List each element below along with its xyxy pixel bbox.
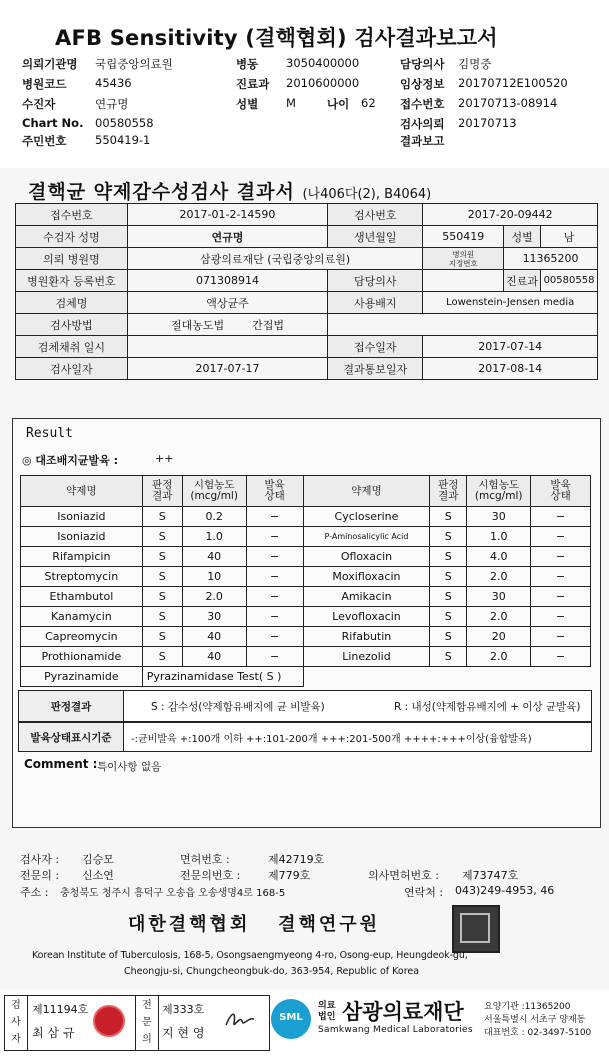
header-field-request-date: 검사의뢰 20170713 — [400, 116, 517, 131]
tested-label: 검사일자 — [16, 358, 128, 380]
designated-label: 병의원 지정번호 — [423, 248, 504, 270]
control-growth-label: ◎ 대조배지균발육 : — [22, 454, 119, 467]
patient-info-table — [15, 203, 598, 380]
drug-growth: − — [531, 587, 591, 607]
judgement-r: R : 내성(약제함유배지에 + 이상 균발육) — [394, 701, 581, 713]
drug-concentration: 30 — [182, 607, 246, 627]
drug-row — [21, 627, 591, 647]
drug-name: Levofloxacin — [303, 607, 430, 627]
comment-value: 특이사항 없음 — [97, 761, 162, 773]
drug-name: Ethambutol — [21, 587, 143, 607]
drug-name: Amikacin — [303, 587, 430, 607]
drug-growth: − — [246, 647, 303, 667]
pza-row — [21, 667, 591, 687]
drug-concentration: 2.0 — [467, 607, 531, 627]
specialist-label: 전문의 : — [20, 869, 60, 882]
specimen-label: 검체명 — [16, 292, 128, 314]
drug-growth: − — [246, 547, 303, 567]
collect-value — [127, 336, 327, 358]
registration-value: 071308914 — [127, 270, 327, 292]
drug-growth: − — [246, 587, 303, 607]
method-blank — [328, 314, 598, 336]
contact-label: 연락처 : — [404, 886, 444, 899]
control-growth-value: ++ — [155, 452, 174, 465]
pza-value: Pyrazinamidase Test( S ) — [142, 667, 303, 687]
institute-address-en-1: Korean Institute of Tuberculosis, 168-5, Osongsaengmyeong 4-ro, Osong-eup, Heungdeok-gu, — [32, 950, 468, 961]
org-name: 삼광의료재단 — [342, 1000, 464, 1024]
header-field-chart-no: Chart No. 00580558 — [22, 116, 154, 130]
institute-name-ko: 대한결핵협회 결핵연구원 — [128, 914, 381, 935]
drug-name: Streptomycin — [21, 567, 143, 587]
drug-name: Prothionamide — [21, 647, 143, 667]
growth-col-header: 발육 상태 — [246, 476, 303, 507]
tester-label: 검사자 : — [20, 853, 60, 866]
drug-concentration: 40 — [182, 547, 246, 567]
growth-scale-label: 발육상태표시기준 — [19, 723, 124, 751]
sex-label: 성별 — [504, 226, 541, 248]
medium-value: Lowenstein-Jensen media — [423, 292, 598, 314]
specialist-name: 신소연 — [82, 869, 114, 882]
drug-col-header: 약제명 — [21, 476, 143, 507]
drug-result: S — [430, 547, 467, 567]
org-info-1: 요양기관 :11365200 — [484, 1002, 571, 1012]
drug-result: S — [430, 587, 467, 607]
header-field-sex: 성별 M — [236, 96, 296, 111]
drug-concentration: 4.0 — [467, 547, 531, 567]
drug-result: S — [142, 607, 182, 627]
info-row-numbers — [16, 204, 598, 226]
drug-concentration: 1.0 — [467, 527, 531, 547]
drug-result: S — [430, 627, 467, 647]
method-value: 절대농도법 간접법 — [127, 314, 327, 336]
drug-growth: − — [246, 627, 303, 647]
tester-license-label: 면허번호 : — [180, 853, 230, 866]
drug-result: S — [430, 647, 467, 667]
footer-tester-name: 최 삼 규 — [32, 1026, 75, 1040]
tester-stamp-icon — [93, 1005, 125, 1037]
drug-result: S — [142, 627, 182, 647]
patient-label: 수검자 성명 — [16, 226, 128, 248]
drug-result: S — [142, 587, 182, 607]
tested-value: 2017-07-17 — [127, 358, 327, 380]
receipt-no-value: 2017-01-2-14590 — [127, 204, 327, 226]
footer-specialist-no: 제333호 — [162, 1003, 205, 1016]
header-field-hospital-code: 병원코드 45436 — [22, 76, 132, 91]
designated-value: 11365200 — [504, 248, 598, 270]
drug-name: Isoniazid — [21, 527, 143, 547]
growth-scale-box — [18, 722, 592, 752]
drug-susceptibility-table — [20, 475, 591, 687]
drug-concentration: 30 — [467, 587, 531, 607]
header-field-hospital: 의뢰기관명 국립중앙의료원 — [22, 57, 173, 71]
drug-concentration: 40 — [182, 647, 246, 667]
sex-value: 남 — [541, 226, 598, 248]
drug-growth: − — [531, 547, 591, 567]
pza-name: Pyrazinamide — [21, 667, 143, 687]
birth-value: 550419 — [423, 226, 504, 248]
info-row-registration — [16, 270, 598, 292]
drug-row — [21, 647, 591, 667]
collect-label: 검체채취 일시 — [16, 336, 128, 358]
drug-name: Isoniazid — [21, 507, 143, 527]
drug-row — [21, 547, 591, 567]
drug-growth: − — [531, 607, 591, 627]
test-no-label: 검사번호 — [328, 204, 423, 226]
info-row-collect — [16, 336, 598, 358]
specialist-signature-icon — [222, 1007, 258, 1033]
drug-growth: − — [531, 507, 591, 527]
judgement-s: S : 감수성(약제함유배지에 균 비발육) — [151, 701, 325, 713]
hospital-value: 삼광의료재단 (국립중앙의료원) — [127, 248, 423, 270]
drug-row — [21, 607, 591, 627]
birth-label: 생년월일 — [328, 226, 423, 248]
info-row-dates — [16, 358, 598, 380]
specimen-value: 액상균주 — [127, 292, 327, 314]
dept-label: 진료과 — [504, 270, 541, 292]
tester-license: 제42719호 — [268, 853, 325, 866]
address-value: 충청북도 청주시 흥덕구 오송읍 오송생명4로 168-5 — [60, 888, 286, 899]
contact-value: 043)249-4953, 46 — [455, 884, 555, 897]
header-field-clinical-info: 임상정보 20170712E100520 — [400, 76, 568, 91]
drug-concentration: 0.2 — [182, 507, 246, 527]
judge-col-header-right: 판정 결과 — [430, 476, 467, 507]
drug-row — [21, 507, 591, 527]
doctor-license: 제73747호 — [462, 869, 519, 882]
drug-name: Ofloxacin — [303, 547, 430, 567]
conc-col-header: 시험농도 (mcg/ml) — [182, 476, 246, 507]
reported-value: 2017-08-14 — [423, 358, 598, 380]
drug-row — [21, 527, 591, 547]
org-info-2: 서울특별시 서초구 양재동 — [484, 1015, 586, 1025]
drug-result: S — [142, 647, 182, 667]
judgement-label: 판정결과 — [19, 691, 124, 721]
drug-table-body — [21, 507, 591, 667]
institute-seal-icon — [452, 905, 500, 953]
drug-table-header — [21, 476, 591, 507]
medium-label: 사용배지 — [328, 292, 423, 314]
org-name-en: Samkwang Medical Laboratories — [318, 1025, 473, 1035]
received-label: 접수일자 — [328, 336, 423, 358]
drug-name: Rifabutin — [303, 627, 430, 647]
drug-name: Linezolid — [303, 647, 430, 667]
drug-name: Kanamycin — [21, 607, 143, 627]
header-field-resident-no: 주민번호 550419-1 — [22, 133, 151, 148]
drug-growth: − — [246, 567, 303, 587]
dept-value: 00580558 — [541, 270, 598, 292]
header-field-patient: 수진자 연규명 — [22, 97, 129, 111]
comment-label: Comment : — [24, 757, 98, 771]
doctor-value — [423, 270, 504, 292]
specialist-tag: 전 문 의 — [135, 995, 159, 1051]
institute-address-en-2: Cheongju-si, Chungcheongbuk-do, 363-954, Republic of Korea — [124, 966, 420, 977]
drug-name: Cycloserine — [303, 507, 430, 527]
info-row-specimen — [16, 292, 598, 314]
header-field-ward: 병동 3050400000 — [236, 56, 360, 71]
drug-result: S — [430, 527, 467, 547]
drug-growth: − — [531, 567, 591, 587]
drug-name: Rifampicin — [21, 547, 143, 567]
drug-result: S — [142, 507, 182, 527]
drug-concentration: 2.0 — [467, 647, 531, 667]
specialist-no-label: 전문의번호 : — [180, 869, 241, 882]
drug-result: S — [430, 607, 467, 627]
drug-result: S — [142, 567, 182, 587]
pza-blank — [303, 667, 590, 687]
test-no-value: 2017-20-09442 — [423, 204, 598, 226]
org-type: 의료 법인 — [318, 1001, 336, 1022]
info-row-method — [16, 314, 598, 336]
doctor-license-label: 의사면허번호 : — [368, 869, 439, 882]
receipt-no-label: 접수번호 — [16, 204, 128, 226]
drug-concentration: 40 — [182, 627, 246, 647]
report-title: AFB Sensitivity (결핵협회) 검사결과보고서 — [55, 26, 498, 50]
drug-concentration: 1.0 — [182, 527, 246, 547]
drug-concentration: 10 — [182, 567, 246, 587]
judgement-box — [18, 690, 592, 722]
sml-logo-icon: SML — [271, 999, 311, 1039]
drug-growth: − — [246, 507, 303, 527]
address-label: 주소 : — [20, 886, 49, 899]
specialist-no: 제779호 — [268, 869, 311, 882]
footer-tester-no: 제11194호 — [32, 1003, 89, 1016]
method-label: 검사방법 — [16, 314, 128, 336]
drug-name: Capreomycin — [21, 627, 143, 647]
tester-name: 김승모 — [82, 853, 114, 866]
drug-name: Moxifloxacin — [303, 567, 430, 587]
drug-result: S — [430, 567, 467, 587]
drug-col-header-right: 약제명 — [303, 476, 430, 507]
tester-tag: 검 사 자 — [4, 995, 28, 1051]
info-row-hospital — [16, 248, 598, 270]
drug-growth: − — [531, 527, 591, 547]
footer — [0, 993, 609, 1060]
judge-col-header: 판정 결과 — [142, 476, 182, 507]
drug-concentration: 20 — [467, 627, 531, 647]
footer-specialist-name: 지 현 영 — [162, 1026, 205, 1040]
drug-concentration: 2.0 — [467, 567, 531, 587]
drug-name: P-Aminosalicylic Acid — [303, 527, 430, 547]
drug-concentration: 30 — [467, 507, 531, 527]
drug-result: S — [430, 507, 467, 527]
growth-col-header-right: 발육 상태 — [531, 476, 591, 507]
reported-label: 결과통보일자 — [328, 358, 423, 380]
header-field-department: 진료과 2010600000 — [236, 76, 360, 91]
header-field-receipt-no: 접수번호 20170713-08914 — [400, 96, 558, 111]
header-field-doctor: 담당의사 김명중 — [400, 57, 492, 71]
result-heading: Result — [26, 426, 73, 441]
patient-value: 연규명 — [127, 226, 327, 248]
drug-growth: − — [531, 647, 591, 667]
drug-row — [21, 587, 591, 607]
doctor-label: 담당의사 — [328, 270, 423, 292]
header-field-result-report: 결과보고 — [400, 134, 445, 148]
growth-scale-text: -:균비발육 +:100개 이하 ++:101-200개 +++:201-500개 ++++:+++이상(융합발육) — [131, 734, 532, 745]
scan-title: 결핵균 약제감수성검사 결과서 (나406다(2), B4064) — [28, 181, 432, 203]
drug-growth: − — [246, 527, 303, 547]
org-info-3: 대표번호 : 02-3497-5100 — [484, 1028, 592, 1038]
info-row-patient — [16, 226, 598, 248]
drug-growth: − — [531, 627, 591, 647]
drug-concentration: 2.0 — [182, 587, 246, 607]
hospital-label: 의뢰 병원명 — [16, 248, 128, 270]
drug-result: S — [142, 547, 182, 567]
drug-growth: − — [246, 607, 303, 627]
header-field-age: 나이 62 — [327, 96, 376, 111]
drug-row — [21, 567, 591, 587]
registration-label: 병원환자 등록번호 — [16, 270, 128, 292]
conc-col-header-right: 시험농도 (mcg/ml) — [467, 476, 531, 507]
received-value: 2017-07-14 — [423, 336, 598, 358]
drug-result: S — [142, 527, 182, 547]
